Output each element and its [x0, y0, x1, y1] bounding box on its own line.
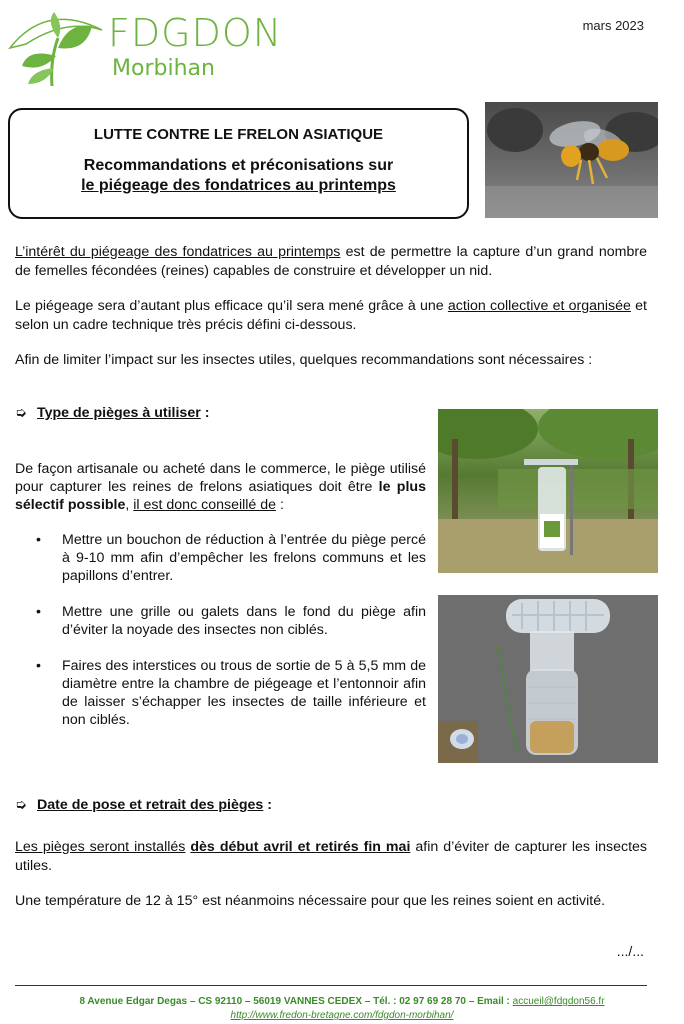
intro-paragraph-3: Afin de limiter l’impact sur les insectes utiles, quelques recommandations sont nécessaires :: [15, 352, 593, 368]
section2-paragraph-2: Une température de 12 à 15° est néanmoins nécessaire pour que les reines soient en activité.: [15, 893, 606, 909]
document-date: mars 2023: [582, 18, 644, 33]
section2-paragraph-1: [15, 838, 647, 876]
intro-p1-underlined: L’intérêt du piégeage des fondatrices au printemps: [15, 244, 341, 260]
intro-p2-end: et selon un cadre technique très précis défini ci-dessous.: [15, 298, 647, 333]
intro-p1-rest: est de permettre la capture d’un grand nombre de femelles fécondées (reines) capables de construire et développer un nid.: [15, 244, 647, 279]
arrow-icon: ➭: [15, 405, 27, 421]
section1-paragraph: [15, 460, 426, 514]
hornet-photo: [485, 102, 658, 218]
list-item: [36, 657, 426, 729]
section1-para-underlined: il est donc conseillé de: [133, 497, 277, 513]
hornet-icon: [485, 102, 658, 218]
footer-address: [0, 996, 684, 1007]
orchard-icon: [438, 409, 658, 573]
list-item-text: Mettre un bouchon de réduction à l’entrée du piège percé à 9-10 mm afin d’empêcher les frelons communs et les papillons d’entrer.: [62, 532, 426, 584]
footer-address-text: 8 Avenue Edgar Degas – CS 92110 – 56019 VANNES CEDEX – Tél. : 02 97 69 28 70 – Email :: [79, 996, 513, 1007]
section2-colon: :: [263, 797, 272, 813]
intro-p2-start: Le piégeage sera d’autant plus efficace qu’il sera mené grâce à une: [15, 298, 448, 314]
list-item-text: Faires des interstices ou trous de sortie de 5 à 5,5 mm de diamètre entre la chambre de piégeage et l’entonnoir afin de laisser s’échapper les insectes de taille inférieure et non ciblés.: [62, 658, 426, 728]
footer-divider: [15, 985, 647, 986]
continuation-marker: .../...: [616, 943, 644, 959]
intro-p2-underlined: action collective et organisée: [447, 298, 631, 314]
section1-colon: :: [200, 405, 210, 421]
bottle-trap-icon: [438, 595, 658, 763]
section1-para-bold: le plus sélectif possible: [15, 479, 426, 513]
section1-para-mid: ,: [125, 497, 134, 513]
fdgdon-logo: [6, 6, 283, 88]
logo-subtitle: Morbihan: [112, 56, 215, 81]
section2-p1-bold: dès début avril et retirés fin mai: [190, 839, 411, 855]
arrow-icon: ➭: [15, 797, 27, 813]
intro-paragraph-1: [15, 243, 647, 281]
footer-email-link[interactable]: accueil@fdgdon56.fr: [512, 996, 605, 1007]
footer-website-link[interactable]: http://www.fredon-bretagne.com/fdgdon-morbihan/: [230, 1010, 454, 1021]
leaf-logo-icon: [6, 8, 106, 88]
title-box: [8, 108, 469, 219]
section-dates-heading: [15, 797, 272, 813]
logo-name: FDGDON: [108, 11, 283, 55]
section2-heading-text: Date de pose et retrait des pièges: [37, 797, 264, 813]
section1-para-start: De façon artisanale ou acheté dans le commerce, le piège utilisé pour capturer les reines de frelons asiatiques doit être: [15, 461, 426, 495]
section1-para-end: :: [276, 497, 284, 513]
section-trap-types-heading: [15, 405, 209, 421]
list-item: [36, 603, 426, 639]
bullet-icon: •: [36, 604, 41, 620]
section2-p1-underlined: Les pièges seront installés: [15, 839, 186, 855]
bullet-icon: •: [36, 658, 41, 674]
document-subtitle-line2: le piégeage des fondatrices au printemps: [81, 177, 396, 194]
intro-paragraph-2: [15, 297, 647, 335]
list-item-text: Mettre une grille ou galets dans le fond du piège afin d’éviter la noyade des insectes non ciblés.: [62, 604, 426, 638]
orchard-trap-photo: [438, 409, 658, 573]
list-item: [36, 531, 426, 585]
section1-heading-text: Type de pièges à utiliser: [37, 405, 201, 421]
document-subtitle-line1: Recommandations et préconisations sur: [83, 157, 394, 174]
bottle-trap-photo: [438, 595, 658, 763]
section2-p1-end: afin d’éviter de capturer les insectes utiles.: [15, 839, 647, 874]
document-title: LUTTE CONTRE LE FRELON ASIATIQUE: [93, 126, 384, 143]
bullet-icon: •: [36, 532, 41, 548]
